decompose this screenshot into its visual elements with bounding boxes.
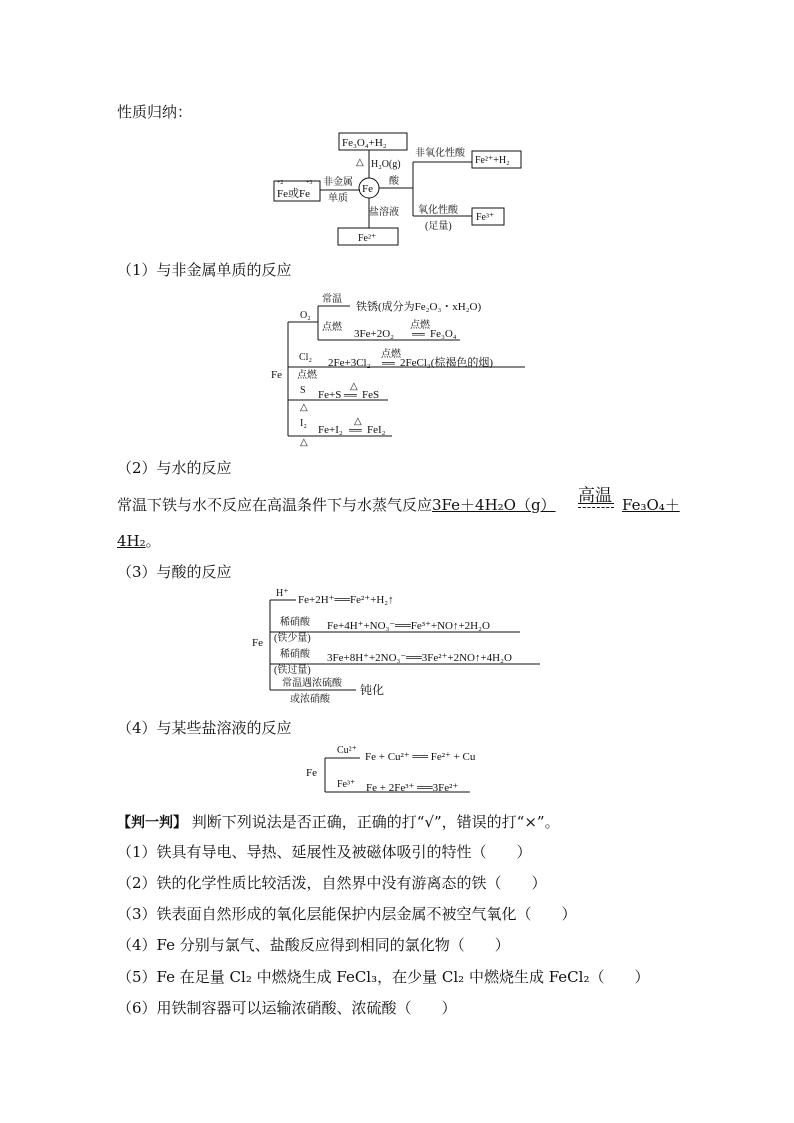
s1-s: S <box>300 385 306 396</box>
lbl-nonmetal2: 单质 <box>328 193 348 204</box>
lbl-water: H₂O(g) <box>371 159 401 170</box>
box-fe2-text: Fe²⁺ <box>358 233 377 244</box>
s2-cond: 高温 <box>578 486 612 505</box>
s4-cu: Cu²⁺ <box>337 745 357 756</box>
ox-b: +3 <box>306 180 313 186</box>
s3-little: (铁少量) <box>274 633 311 644</box>
judge-intro-line <box>117 811 560 832</box>
box-left-text: Fe或Fe <box>277 188 310 200</box>
s1-eqcl2-l: 2Fe+3Cl₂ <box>328 357 371 369</box>
lbl-nonmetal1: 非金属 <box>323 177 353 188</box>
s4-eq1: Fe + Cu²⁺ ══ Fe²⁺ + Cu <box>365 751 476 763</box>
s1-cl2: Cl₂ <box>299 352 312 363</box>
s3-eq2: Fe+4H⁺+NO₃⁻══Fe³⁺+NO↑+2H₂O <box>327 620 490 632</box>
judge-intro: 判断下列说法是否正确，正确的打“√”，错误的打“×”。 <box>191 813 560 831</box>
box-fe2h2-text: Fe²⁺+H₂ <box>475 155 510 166</box>
s2-eq-right: Fe₃O₄＋ <box>622 496 680 514</box>
s1-eqi-c: △ <box>354 416 362 427</box>
s1-eqcl2-eqs: ══ <box>382 358 395 368</box>
box-top-text: Fe₃O₄+H₂ <box>342 137 387 149</box>
s1-ignite: 点燃 <box>322 322 342 333</box>
judge-item-2: （2）铁的化学性质比较活泼，自然界中没有游离态的铁（ ） <box>117 874 547 892</box>
s4-title: （4）与某些盐溶液的反应 <box>117 719 292 737</box>
s4-fe3: Fe³⁺ <box>337 779 356 790</box>
s1-eqs-c: △ <box>350 381 358 392</box>
tri-water: △ <box>356 157 364 168</box>
s3-fe: Fe <box>252 637 263 649</box>
s1-eqi-r: FeI₂ <box>367 424 386 436</box>
s4-eq2: Fe + 2Fe³⁺ ══3Fe²⁺ <box>366 782 459 794</box>
s1-eqi-l: Fe+I₂ <box>318 424 343 436</box>
s1-eqs-r: FeS <box>362 389 380 401</box>
s1-eqs-eqs: ══ <box>344 390 357 400</box>
judge-item-3: （3）铁表面自然形成的氧化层能保护内层金属不被空气氧化（ ） <box>117 905 577 923</box>
lbl-nonox: 非氧化性酸 <box>415 148 465 159</box>
lbl-salt: 盐溶液 <box>369 207 399 218</box>
s3-hplus: H⁺ <box>276 588 289 599</box>
s1-eqo2-eqs: ══ <box>412 329 425 339</box>
lbl-acid: 酸 <box>389 176 399 187</box>
s2-text-a: 常温下铁与水不反应在高温条件下与水蒸气反应 <box>117 496 433 514</box>
box-fe3-text: Fe³⁺ <box>476 212 495 223</box>
s1-rust: 铁锈(成分为Fe₂O₃・xH₂O) <box>356 301 482 313</box>
s1-eqo2-r: Fe₃O₄ <box>430 328 457 340</box>
s2-eq-left: 3Fe＋4H₂O（g） <box>432 496 556 514</box>
s1-o2: O₂ <box>300 310 311 321</box>
s3-excess: (铁过量) <box>274 665 311 676</box>
heading: 性质归纳： <box>117 103 193 121</box>
s3-title: （3）与酸的反应 <box>117 563 232 581</box>
judge-tag: 【判一判】 <box>117 815 187 831</box>
s3-dilute2: 稀硝酸 <box>280 649 310 660</box>
s1-eqs-l: Fe+S <box>318 389 342 401</box>
s1-eqo2-l: 3Fe+2O₂ <box>354 328 394 340</box>
s1-fe: Fe <box>271 369 282 381</box>
s2-end: 。 <box>145 532 161 550</box>
judge-item-5: （5）Fe 在足量 Cl₂ 中燃烧生成 FeCl₃，在少量 Cl₂ 中燃烧生成 FeCl₂（ ） <box>117 968 650 986</box>
judge-item-4: （4）Fe 分别与氯气、盐酸反应得到相同的氯化物（ ） <box>117 936 510 954</box>
s1-ignite2: 点燃 <box>297 370 317 381</box>
s3-eq3: 3Fe+8H⁺+2NO₃⁻══3Fe²⁺+2NO↑+4H₂O <box>327 652 512 664</box>
lbl-ox: 氧化性酸 <box>418 205 458 216</box>
s1-tri2: △ <box>300 437 308 448</box>
judge-item-6: （6）用铁制容器可以运输浓硝酸、浓硫酸（ ） <box>117 999 457 1017</box>
s1-tri1: △ <box>300 402 308 413</box>
ox-a: +2 <box>277 180 284 186</box>
s1-eqcl2-r: 2FeCl₃(棕褐色的烟) <box>400 357 494 369</box>
s4-fe: Fe <box>306 767 317 779</box>
s3-dilute1: 稀硝酸 <box>280 617 310 628</box>
s3-eq1: Fe+2H⁺══Fe²⁺+H₂↑ <box>298 594 394 606</box>
lbl-excess: (足量) <box>425 221 452 232</box>
center-fe: Fe <box>362 183 373 195</box>
s1-eqi-eqs: ══ <box>349 425 362 435</box>
s2-title: （2）与水的反应 <box>117 459 232 477</box>
s1-title: （1）与非金属单质的反应 <box>117 261 292 279</box>
s1-i2: I₂ <box>300 418 307 429</box>
s3-conc1: 常温遇浓硫酸 <box>282 678 342 689</box>
s2-text-b: 4H₂ <box>117 532 146 550</box>
judge-item-1: （1）铁具有导电、导热、延展性及被磁体吸引的特性（ ） <box>117 843 532 861</box>
s1-roomtemp: 常温 <box>322 294 342 305</box>
s3-passivate: 钝化 <box>360 683 385 697</box>
s1-eqo2-c: 点燃 <box>410 320 430 331</box>
s1-eqcl2-c: 点燃 <box>381 349 401 360</box>
s3-conc2: 或浓硝酸 <box>290 694 330 705</box>
